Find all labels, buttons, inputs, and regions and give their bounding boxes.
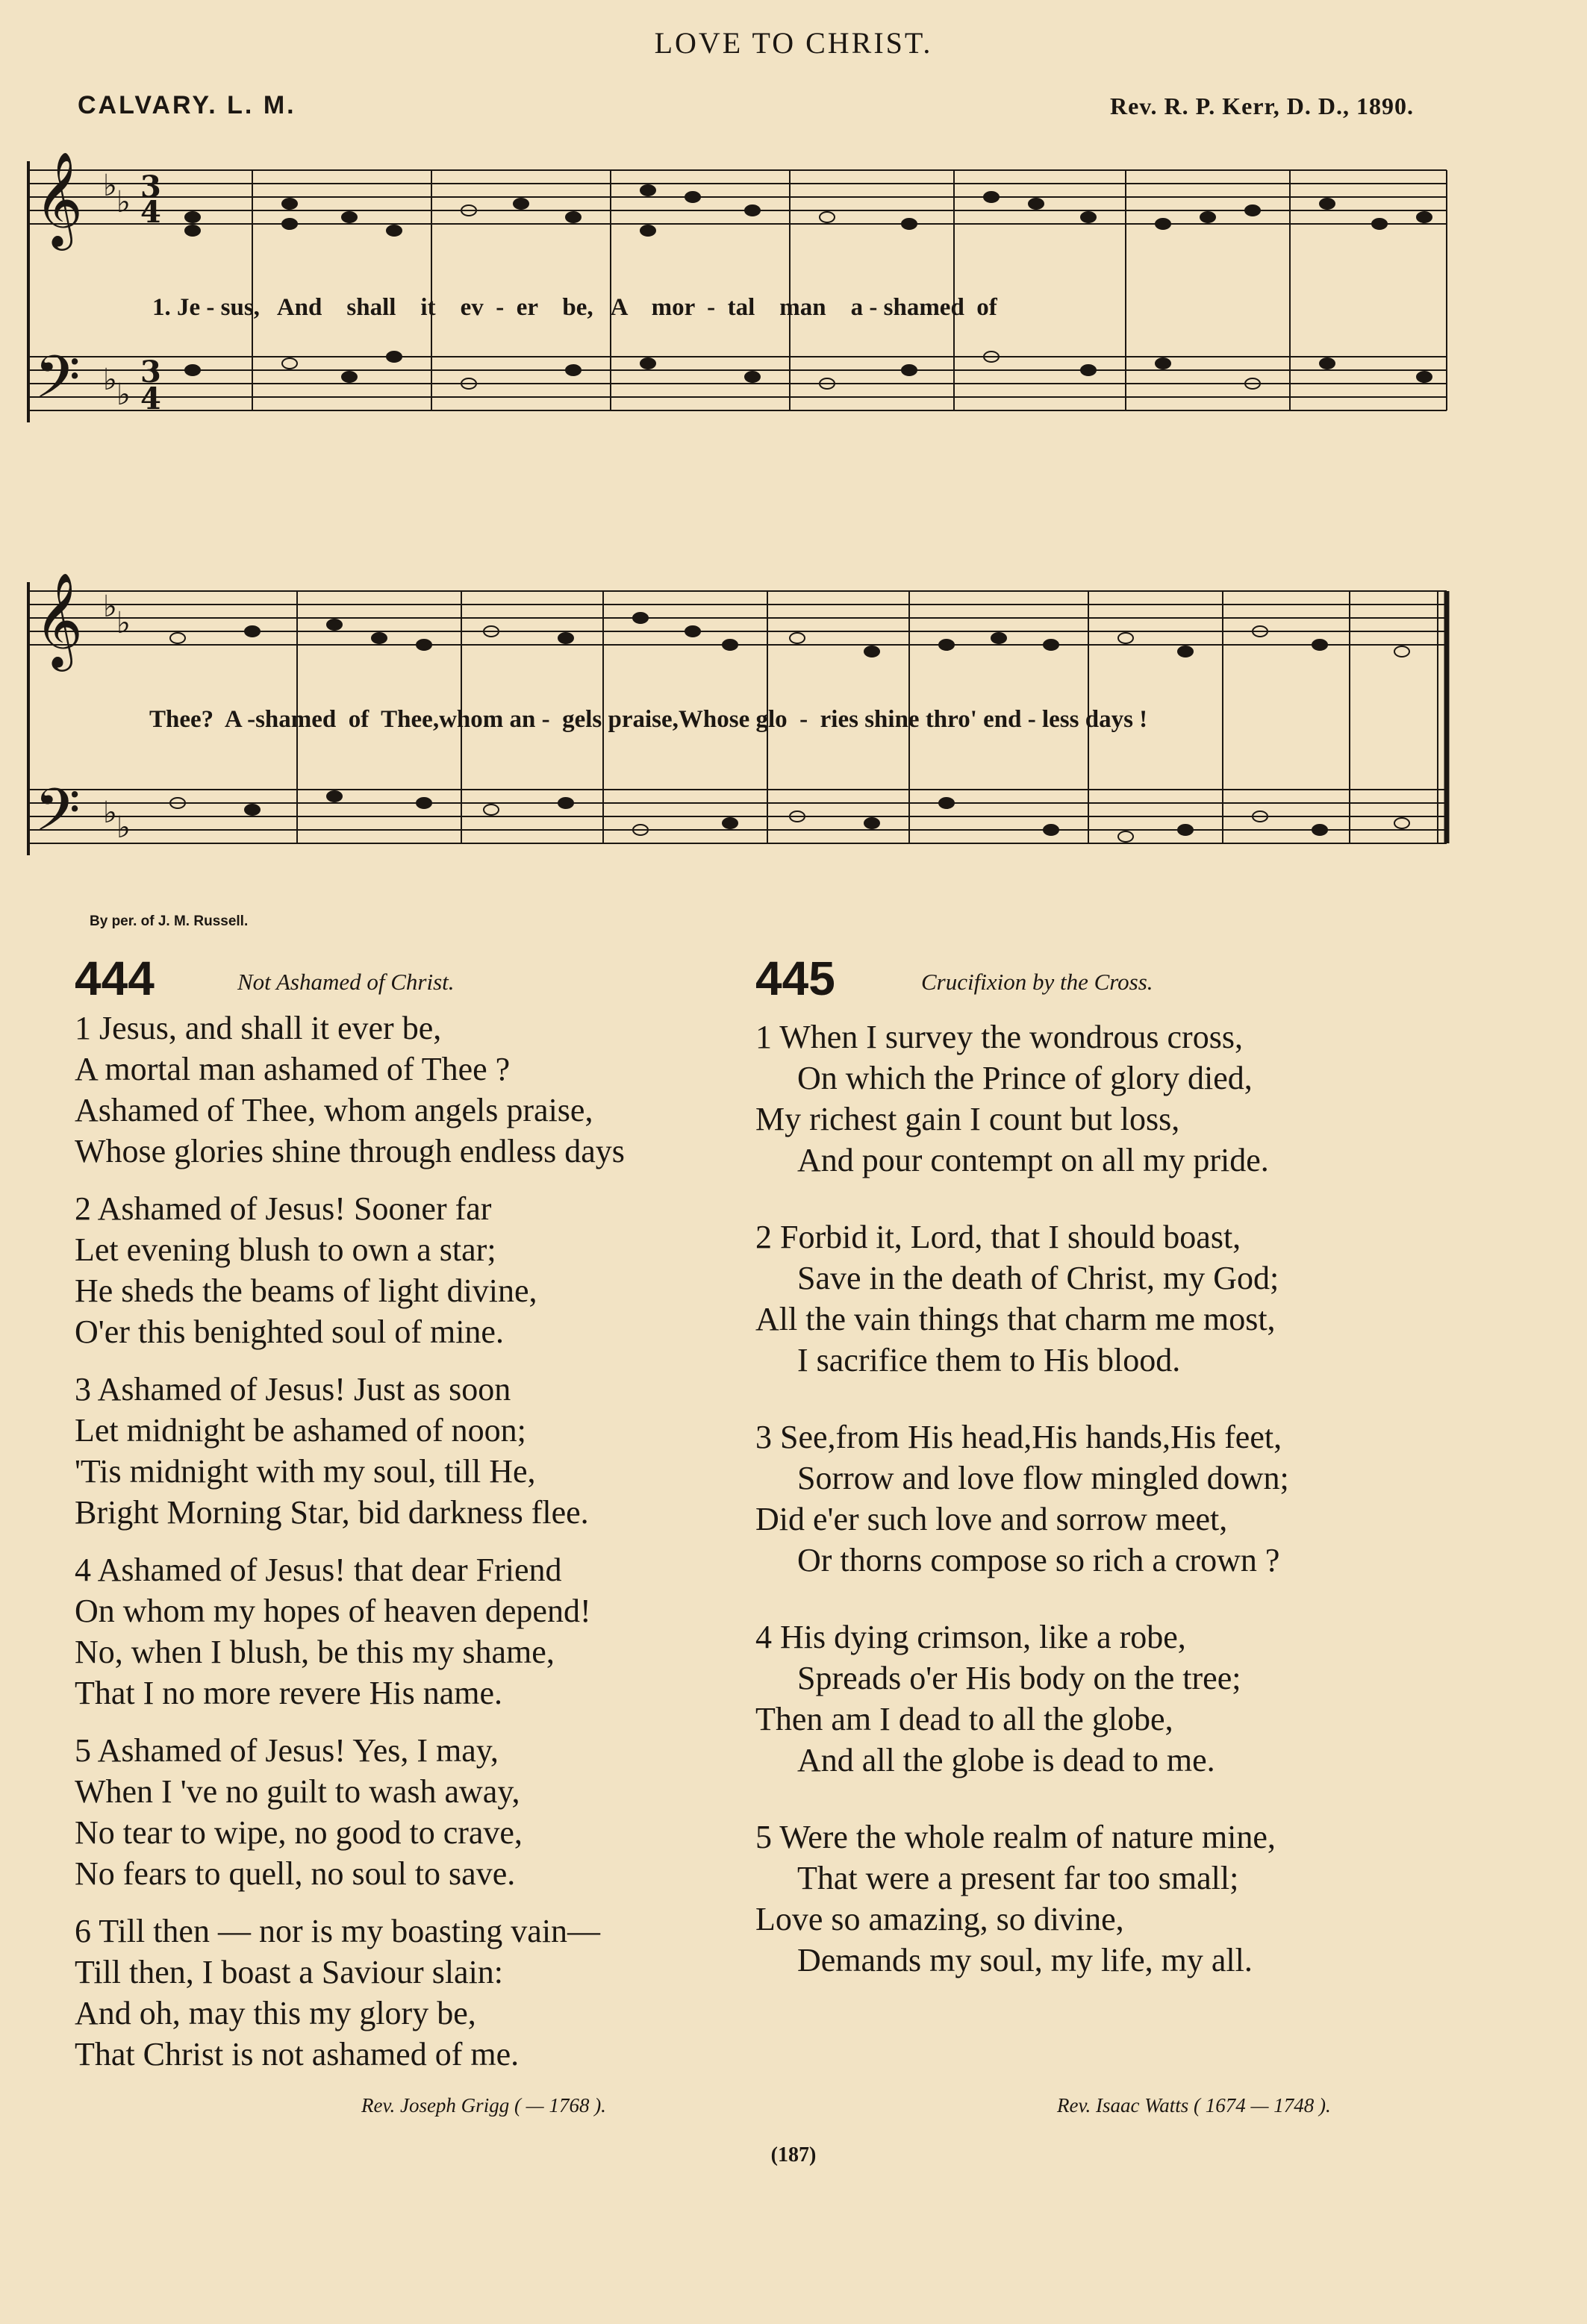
hymn-title: Crucifixion by the Cross. [921,969,1153,995]
hymn-header [755,952,1502,1005]
verse-line: Save in the death of Christ, my God; [797,1260,1279,1296]
verse-line: Then am I dead to all the globe, [755,1701,1173,1737]
svg-text:𝄢: 𝄢 [34,775,81,859]
verse-line: Ashamed of Thee, whom angels praise, [75,1092,593,1128]
hymn-444 [75,952,746,2075]
page-number: (187) [770,2143,817,2167]
stanza-5 [755,1817,1502,1981]
verse-line: On which the Prince of glory died, [797,1060,1253,1096]
verse-line: All the vain things that charm me most, [755,1301,1276,1337]
svg-text:♭: ♭ [116,378,131,412]
svg-text:♭: ♭ [116,810,131,845]
verse-line: 3 See,from His head,His hands,His feet, [755,1419,1282,1455]
music-system-1 [21,146,1454,490]
verse-line: No tear to wipe, no good to crave, [75,1814,523,1851]
svg-text:4: 4 [140,381,161,416]
verse-line: 6 Till then — nor is my boasting vain— [75,1913,601,1949]
stanza-5 [75,1730,746,1894]
verse-line: I sacrifice them to His blood. [797,1342,1181,1378]
hymn-number: 445 [755,952,835,1005]
music-system-2 [21,567,1454,910]
svg-text:♭: ♭ [116,606,131,640]
verse-line: A mortal man ashamed of Thee ? [75,1051,511,1087]
running-head: LOVE TO CHRIST. [654,26,933,60]
verse-line: O'er this benighted soul of mine. [75,1314,504,1350]
svg-text:3: 3 [140,169,161,204]
stanza-1 [75,1008,746,1172]
svg-text:♭: ♭ [103,363,117,397]
verse-line: Spreads o'er His body on the tree; [797,1660,1241,1696]
verse-line: That were a present far too small; [797,1860,1239,1896]
svg-text:4: 4 [140,195,161,230]
hymn-445 [755,952,1502,1981]
music-score-2 [21,567,1454,910]
svg-text:𝄢: 𝄢 [34,343,81,426]
stanza-3 [755,1416,1502,1581]
attribution-444: Rev. Joseph Grigg ( — 1768 ). [361,2094,606,2117]
verse-line: Whose glories shine through endless days [75,1133,625,1169]
hymn-number: 444 [75,952,155,1005]
stanza-2 [75,1188,746,1352]
tune-author: Rev. R. P. Kerr, D. D., 1890. [1109,93,1414,119]
stanza-4 [75,1549,746,1714]
verse-line: Sorrow and love flow mingled down; [797,1460,1289,1496]
verse-line: And all the globe is dead to me. [797,1742,1215,1778]
verse-line: My richest gain I count but loss, [755,1101,1180,1137]
verse-line: 1 Jesus, and shall it ever be, [75,1010,442,1046]
lyrics-system-2: Thee? A -shamed of Thee,whom an - gels praise,Whose glo - ries shine thro' end - less days ! [149,706,1148,733]
lyrics-system-1: 1. Je - sus, And shall it ev - er be, A mor - tal man a - shamed of [152,294,997,321]
attribution-445: Rev. Isaac Watts ( 1674 — 1748 ). [1057,2094,1331,2117]
verse-line: No, when I blush, be this my shame, [75,1634,555,1670]
verse-line: 2 Ashamed of Jesus! Sooner far [75,1190,492,1227]
svg-text:𝄞: 𝄞 [34,572,84,667]
verse-line: No fears to quell, no soul to save. [75,1855,516,1892]
verse-line: On whom my hopes of heaven depend! [75,1593,591,1629]
svg-text:♭: ♭ [103,796,117,830]
stanza-6 [75,1911,746,2075]
stanza-1 [755,1016,1502,1181]
verse-line: And oh, may this my glory be, [75,1995,476,2031]
tune-name: CALVARY. L. M. [78,91,296,119]
verse-line: Let midnight be ashamed of noon; [75,1412,526,1449]
permission-note: By per. of J. M. Russell. [90,913,249,929]
verse-line: Or thorns compose so rich a crown ? [797,1542,1280,1578]
stanza-4 [755,1617,1502,1781]
verse-line: That Christ is not ashamed of me. [75,2036,520,2072]
verse-line: And pour contempt on all my pride. [797,1142,1269,1178]
svg-text:♭: ♭ [103,169,117,203]
stanza-2 [755,1216,1502,1381]
verse-line: 5 Ashamed of Jesus! Yes, I may, [75,1732,499,1769]
verse-line: 5 Were the whole realm of nature mine, [755,1819,1276,1855]
verse-line: 3 Ashamed of Jesus! Just as soon [75,1371,511,1408]
verse-line: 'Tis midnight with my soul, till He, [75,1453,536,1490]
verse-line: Demands my soul, my life, my all. [797,1942,1253,1978]
verse-line: Till then, I boast a Saviour slain: [75,1954,504,1990]
hymn-title: Not Ashamed of Christ. [237,969,455,995]
svg-text:♭: ♭ [116,185,131,219]
verse-line: 4 His dying crimson, like a robe, [755,1619,1186,1655]
verse-line: When I 've no guilt to wash away, [75,1773,520,1810]
verse-line: Bright Morning Star, bid darkness flee. [75,1494,589,1531]
svg-text:𝄞: 𝄞 [34,151,84,246]
verse-line: 1 When I survey the wondrous cross, [755,1019,1243,1055]
hymn-header [75,952,746,1005]
svg-text:♭: ♭ [103,590,117,624]
verse-line: 4 Ashamed of Jesus! that dear Friend [75,1552,562,1588]
verse-line: Let evening blush to own a star; [75,1231,496,1268]
verse-line: Did e'er such love and sorrow meet, [755,1501,1228,1537]
verse-line: Love so amazing, so divine, [755,1901,1124,1937]
verse-line: He sheds the beams of light divine, [75,1272,537,1309]
stanza-3 [75,1369,746,1533]
verse-line: 2 Forbid it, Lord, that I should boast, [755,1219,1241,1255]
verse-line: That I no more revere His name. [75,1675,502,1711]
svg-text:3: 3 [140,354,161,390]
